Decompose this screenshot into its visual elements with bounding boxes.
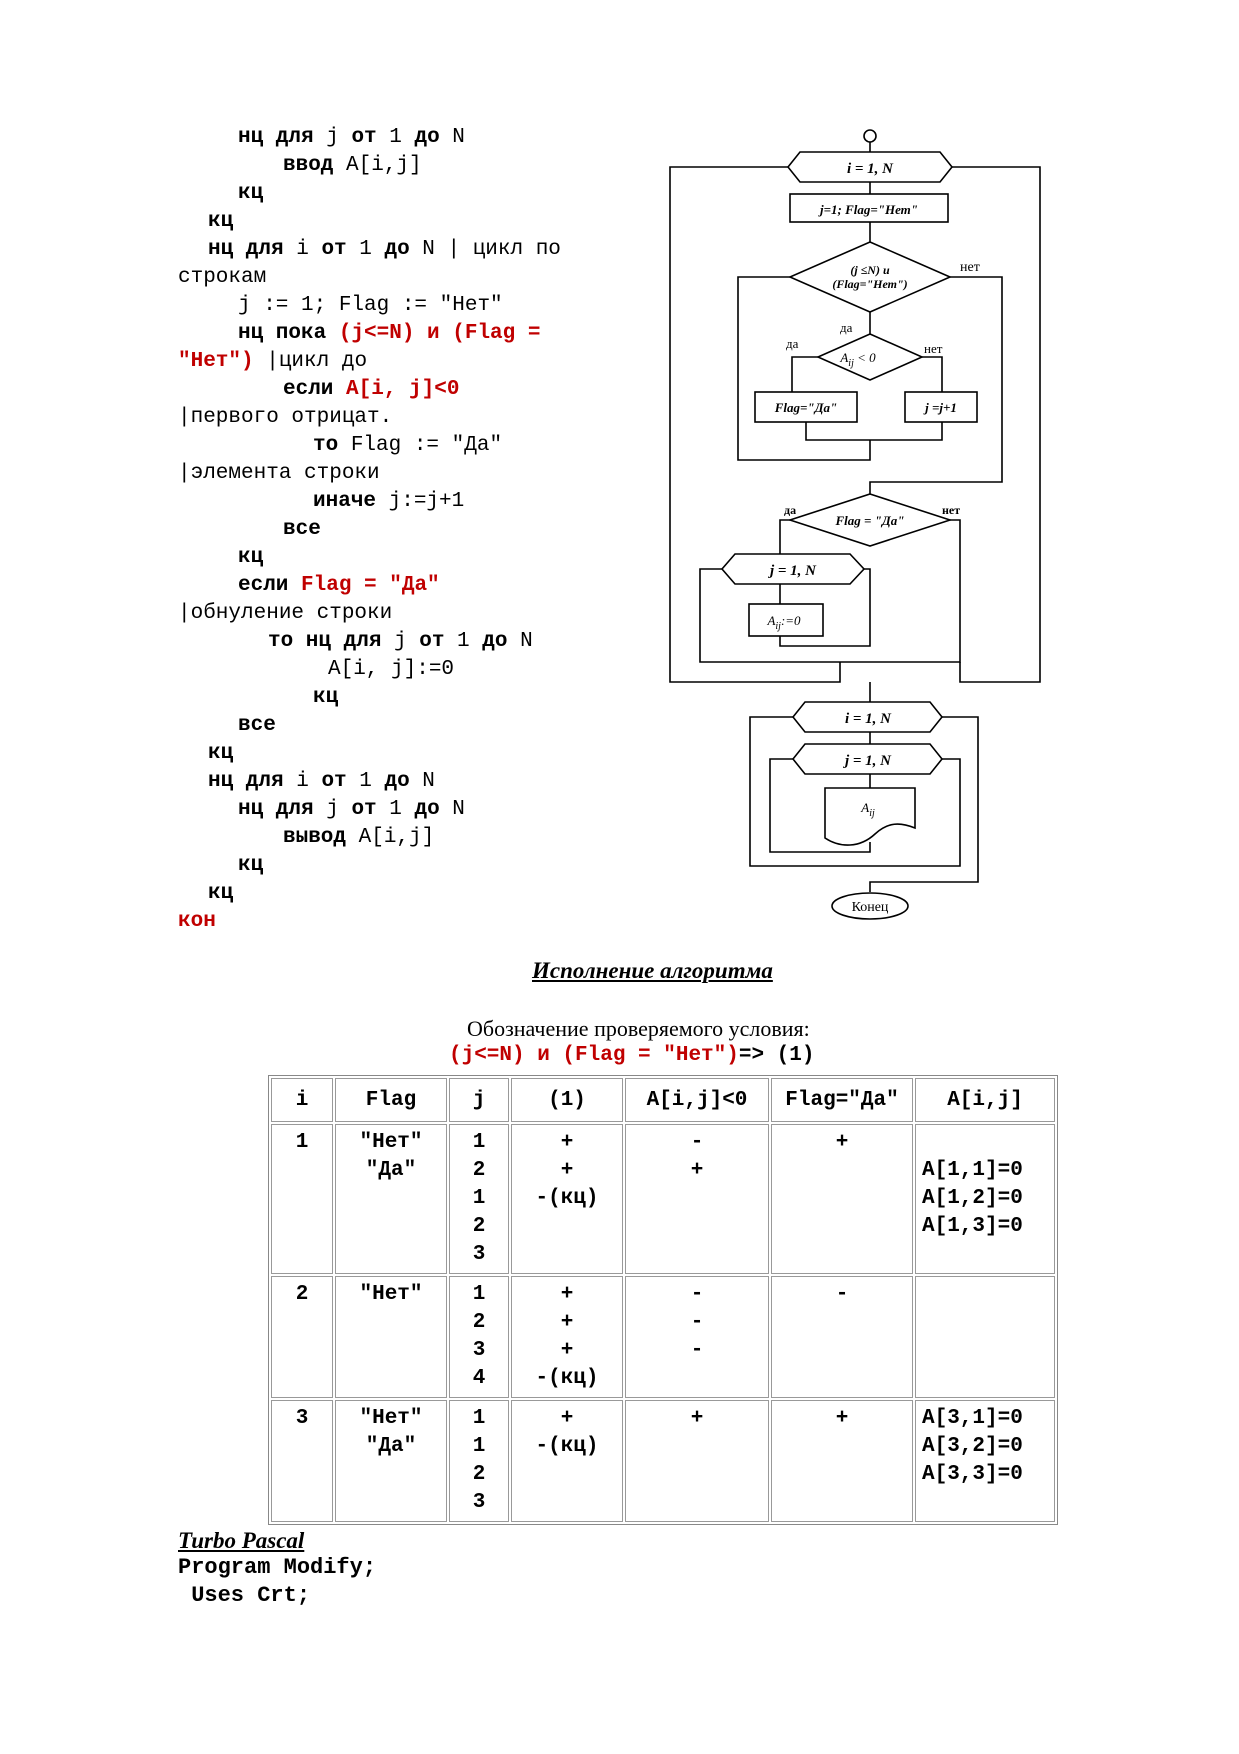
code-line (328, 656, 454, 684)
code-token: нц пока (238, 322, 327, 345)
code-token: кц (238, 546, 264, 569)
code-token: N (507, 630, 533, 653)
cell-value: + (560, 1283, 574, 1306)
code-token: ввод (283, 154, 334, 177)
cell-i (271, 1276, 333, 1398)
cell-value: 1 (472, 1283, 486, 1306)
cell-negative (625, 1276, 769, 1398)
code-token: все (238, 714, 276, 737)
cell-value: 1 (295, 1131, 309, 1154)
cell-value: - (690, 1339, 704, 1362)
code-token: нц для (238, 126, 314, 149)
code-token: кц (208, 210, 234, 233)
cell-value: + (560, 1311, 574, 1334)
code-token: j (313, 798, 352, 821)
code-line (313, 488, 464, 516)
code-token: если (283, 378, 334, 401)
table-row (271, 1276, 1055, 1398)
loop-cond-line1: (j ≤N) и (850, 263, 890, 277)
code-token: j (313, 126, 352, 149)
cell-aij (915, 1400, 1055, 1522)
code-token: кц (208, 882, 234, 905)
code-token: 1 (346, 770, 385, 793)
code-line (313, 432, 502, 460)
cell-cond1 (511, 1276, 623, 1398)
loop-j-label: j = 1, N (769, 563, 817, 579)
col-negative: A[i,j]<0 (625, 1078, 769, 1122)
code-line (178, 404, 392, 432)
code-line (238, 572, 440, 600)
code-line (178, 348, 367, 376)
cell-value: + (835, 1131, 849, 1154)
cell-flag-yes (771, 1276, 913, 1398)
cell-value: + (560, 1339, 574, 1362)
code-line (238, 124, 465, 152)
code-token: N (439, 798, 465, 821)
cell-value: + (835, 1407, 849, 1430)
code-token: нц для (208, 238, 284, 261)
flag-yes-label: Flag = "Да" (835, 513, 905, 528)
col-j: j (449, 1078, 509, 1122)
cell-value: A[3,3]=0 (922, 1463, 1023, 1486)
cell-value: A[1,1]=0 (922, 1159, 1023, 1182)
cell-value: 2 (472, 1215, 486, 1238)
code-token: от (321, 238, 347, 261)
code-token: то (313, 434, 339, 457)
code-token: |цикл до (253, 350, 368, 373)
loop-cond-line2: (Flag="Нет") (832, 277, 908, 291)
code-token: A[i, j]:=0 (328, 658, 455, 681)
cell-flag-yes (771, 1400, 913, 1522)
code-token: |обнуление строки (178, 602, 393, 625)
condition-label: Обозначение проверяемого условия: (467, 1016, 810, 1041)
code-line (313, 684, 338, 712)
code-token: Flag = "Да" (288, 574, 440, 597)
cell-cond1 (511, 1400, 623, 1522)
cell-value: -(кц) (535, 1187, 599, 1210)
cell-value: 4 (472, 1367, 486, 1390)
execution-heading: Исполнение алгоритма (532, 958, 773, 983)
code-token: 1 (376, 798, 415, 821)
code-line (208, 880, 233, 908)
code-token: j:=j+1 (376, 490, 465, 513)
code-token: A[i, j]<0 (333, 378, 460, 401)
code-token: от (351, 798, 377, 821)
code-line (238, 292, 503, 320)
cell-value: 2 (472, 1159, 486, 1182)
code-token: до (384, 770, 410, 793)
code-line (208, 768, 435, 796)
code-line (178, 908, 216, 936)
cell-value: 3 (472, 1491, 486, 1514)
cell-value: - (690, 1131, 704, 1154)
execution-table (268, 1075, 1058, 1525)
inc-j-label: j =j+1 (925, 400, 957, 415)
loop-i-label: i = 1, N (846, 161, 894, 177)
col-cond1: (1) (511, 1078, 623, 1122)
condition-red: (j<=N) и (Flag = "Нет") (449, 1044, 739, 1067)
cell-value: - (690, 1311, 704, 1334)
cell-value: "Да" (365, 1159, 417, 1182)
cell-j (449, 1124, 509, 1274)
cell-value: 1 (472, 1131, 486, 1154)
col-flag: Flag (335, 1078, 447, 1122)
cell-value: 3 (472, 1339, 486, 1362)
code-token: до (414, 798, 440, 821)
output-label: $A_{ij}$ (861, 800, 875, 819)
cell-value: 3 (295, 1407, 309, 1430)
cell-negative (625, 1124, 769, 1274)
cell-value: A[1,2]=0 (922, 1187, 1023, 1210)
pascal-line: Uses Crt; (178, 1583, 311, 1608)
code-token: кон (178, 910, 216, 933)
code-token: то нц для (268, 630, 382, 653)
cell-value: + (560, 1131, 574, 1154)
end-label: Конец (851, 900, 889, 915)
cell-flag (335, 1124, 447, 1274)
code-token: вывод (283, 826, 347, 849)
pascal-line: Program Modify; (178, 1555, 377, 1580)
code-token: |первого отрицат. (178, 406, 393, 429)
table-header-row (271, 1078, 1055, 1122)
cell-value: A[3,1]=0 (922, 1407, 1023, 1430)
assign-label: $A_{ij}:=0$ (767, 613, 801, 632)
code-token: строкам (178, 266, 267, 289)
code-token: A[i,j] (346, 826, 435, 849)
code-token: N (409, 770, 435, 793)
init-label: j=1; Flag="Нет" (819, 202, 919, 217)
code-token: от (351, 126, 377, 149)
code-token: кц (238, 854, 264, 877)
cell-value: "Да" (365, 1435, 417, 1458)
code-token: 1 (376, 126, 415, 149)
cell-i (271, 1400, 333, 1522)
code-line (208, 208, 233, 236)
cell-j (449, 1276, 509, 1398)
code-line (283, 824, 434, 852)
neg-yes-left: да (786, 336, 799, 351)
code-token: j := 1; Flag := "Нет" (238, 294, 503, 317)
cell-value: 1 (472, 1407, 486, 1430)
code-token: если (238, 574, 289, 597)
code-token: кц (208, 742, 234, 765)
code-token: A[i,j] (333, 154, 422, 177)
flowchart (660, 122, 1060, 922)
code-token: N | цикл по (409, 238, 561, 261)
code-line (178, 460, 380, 488)
code-token: "Нет") (178, 350, 254, 373)
col-flag-yes: Flag="Да" (771, 1078, 913, 1122)
code-token: j (381, 630, 420, 653)
code-token: нц для (238, 798, 314, 821)
code-token: кц (313, 686, 339, 709)
cell-value: 2 (472, 1311, 486, 1334)
neg-cond-label: $A_{ij} < 0$ (840, 350, 876, 369)
cell-value: 2 (295, 1283, 309, 1306)
code-token: (j<=N) и (Flag = (326, 322, 541, 345)
cell-flag (335, 1400, 447, 1522)
code-line (178, 600, 392, 628)
cell-value: + (560, 1407, 574, 1430)
cell-cond1 (511, 1124, 623, 1274)
code-token: 1 (346, 238, 385, 261)
cell-value: + (690, 1407, 704, 1430)
cell-value: 1 (472, 1435, 486, 1458)
cell-value: 1 (472, 1187, 486, 1210)
cell-value: A[3,2]=0 (922, 1435, 1023, 1458)
code-line (238, 796, 465, 824)
turbo-pascal-heading: Turbo Pascal (178, 1528, 305, 1553)
neg-no-label: нет (924, 341, 943, 356)
neg-yes-top: да (840, 320, 853, 335)
condition-rest: => (1) (738, 1044, 815, 1067)
code-token: Flag := "Да" (338, 434, 503, 457)
code-line (283, 376, 459, 404)
loop-j2-label: j = 1, N (844, 753, 892, 769)
cell-value: - (690, 1283, 704, 1306)
code-token: N (439, 126, 465, 149)
code-line (178, 264, 266, 292)
code-line (238, 852, 263, 880)
start-connector (864, 130, 876, 142)
col-aij: A[i,j] (915, 1078, 1055, 1122)
cell-flag (335, 1276, 447, 1398)
code-token: от (321, 770, 347, 793)
cell-aij (915, 1276, 1055, 1398)
cell-j (449, 1400, 509, 1522)
code-line (283, 152, 422, 180)
cell-aij (915, 1124, 1055, 1274)
set-flag-label: Flag="Да" (774, 400, 838, 415)
code-line (238, 712, 276, 740)
cell-value: "Нет" (359, 1283, 423, 1306)
cell-value: "Нет" (359, 1407, 423, 1430)
cell-value: + (690, 1159, 704, 1182)
cell-value: -(кц) (535, 1367, 599, 1390)
cell-value: 3 (472, 1243, 486, 1266)
code-token: от (419, 630, 445, 653)
code-token: 1 (444, 630, 483, 653)
loop-i2-label: i = 1, N (844, 711, 892, 727)
cell-value (922, 1129, 1048, 1157)
condition-line (449, 1044, 814, 1067)
code-token: до (482, 630, 508, 653)
cell-value: + (560, 1159, 574, 1182)
code-token: кц (238, 182, 264, 205)
cell-value: - (835, 1283, 849, 1306)
cell-value: A[1,3]=0 (922, 1215, 1023, 1238)
code-token: все (283, 518, 321, 541)
cell-flag-yes (771, 1124, 913, 1274)
code-token: иначе (313, 490, 377, 513)
col-i: i (271, 1078, 333, 1122)
loop-no-label: нет (960, 260, 980, 275)
code-line (238, 544, 263, 572)
code-token: нц для (208, 770, 284, 793)
table-row (271, 1124, 1055, 1274)
cell-i (271, 1124, 333, 1274)
cell-negative (625, 1400, 769, 1522)
code-line (238, 320, 540, 348)
table-row (271, 1400, 1055, 1522)
code-token: i (283, 238, 322, 261)
code-line (208, 236, 561, 264)
flag-yes-left: да (784, 503, 797, 517)
code-line (208, 740, 233, 768)
code-line (268, 628, 533, 656)
cell-value: "Нет" (359, 1131, 423, 1154)
code-token: i (283, 770, 322, 793)
code-line (238, 180, 263, 208)
cell-value: 2 (472, 1463, 486, 1486)
flag-no-right: нет (942, 503, 961, 517)
cell-value: -(кц) (535, 1435, 599, 1458)
code-line (283, 516, 321, 544)
code-token: до (384, 238, 410, 261)
code-token: до (414, 126, 440, 149)
code-token: |элемента строки (178, 462, 380, 485)
